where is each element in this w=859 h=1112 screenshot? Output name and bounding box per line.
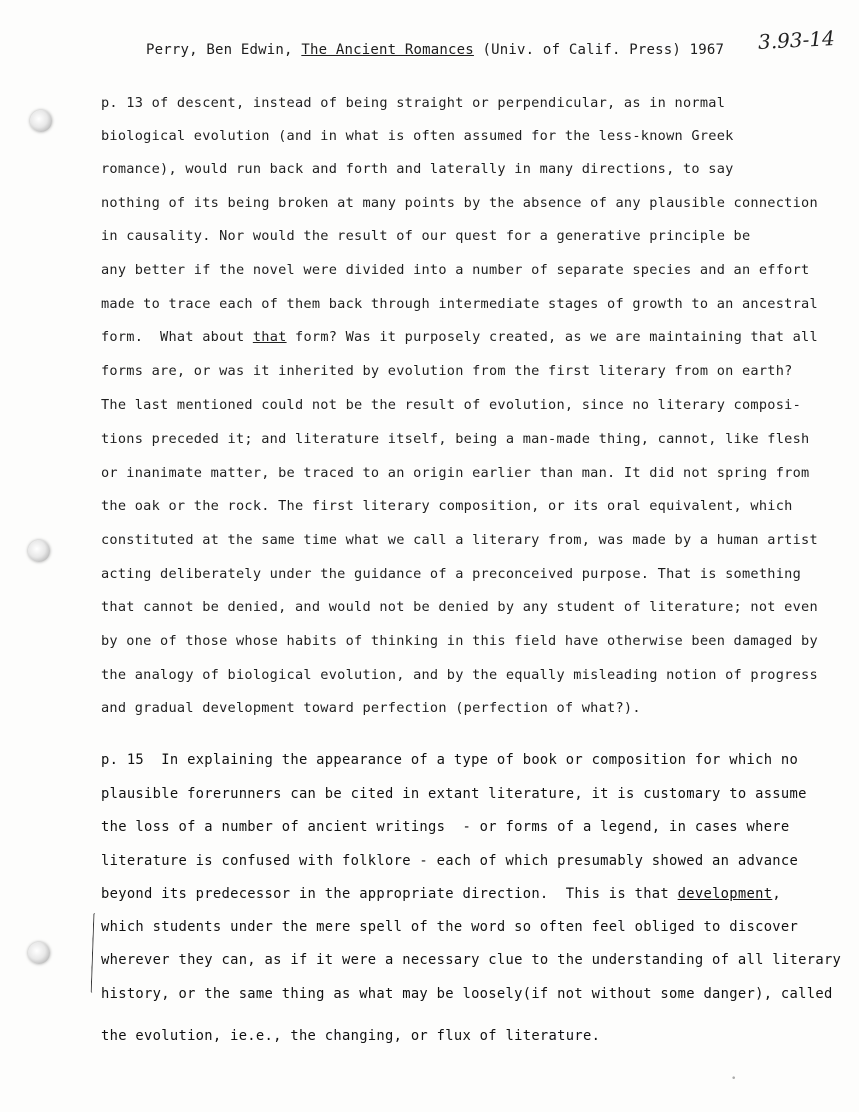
text-line: The last mentioned could not be the result of evolution, since no literary composi- xyxy=(101,397,802,413)
text-line: tions preceded it; and literature itself, being a man-made thing, cannot, like flesh xyxy=(101,431,810,447)
text-line: nothing of its being broken at many points by the absence of any plausible connection xyxy=(101,195,818,211)
text-line: p. 15 In explaining the appearance of a type of book or composition for which no xyxy=(101,752,799,768)
text-line: which students under the mere spell of the word so often feel obliged to discover xyxy=(101,919,799,935)
punch-hole-bottom xyxy=(28,942,50,964)
text-line: literature is confused with folklore - each of which presumably showed an advance xyxy=(101,853,799,869)
text-line: plausible forerunners can be cited in extant literature, it is customary to assume xyxy=(101,786,807,802)
text-line: or inanimate matter, be traced to an origin earlier than man. It did not spring from xyxy=(101,465,810,481)
text-line: the oak or the rock. The first literary composition, or its oral equivalent, which xyxy=(101,498,793,514)
text-line: history, or the same thing as what may be loosely(if not without some danger), called xyxy=(101,986,833,1002)
text-line: the analogy of biological evolution, and by the equally misleading notion of progress xyxy=(101,667,818,683)
text-line: wherever they can, as if it were a necessary clue to the understanding of all literary xyxy=(101,952,842,968)
paper-speck: • xyxy=(731,1074,737,1084)
text-line: acting deliberately under the guidance of a preconceived purpose. That is something xyxy=(101,566,802,582)
punch-hole-middle xyxy=(28,540,50,562)
text-line: the loss of a number of ancient writings - or forms of a legend, in cases where xyxy=(101,819,790,835)
handwritten-number: 3.93-14 xyxy=(757,26,836,54)
text-line: romance), would run back and forth and laterally in many directions, to say xyxy=(101,161,734,177)
punch-hole-top xyxy=(30,110,52,132)
citation-prefix: Perry, Ben Edwin, xyxy=(146,42,302,58)
text-line: constituted at the same time what we call a literary from, was made by a human artist xyxy=(101,532,818,548)
text-line: form. What about that form? Was it purposely created, as we are maintaining that all xyxy=(101,329,818,345)
text-line: by one of those whose habits of thinking in this field have otherwise been damaged by xyxy=(101,633,818,649)
text-line: that cannot be denied, and would not be denied by any student of literature; not even xyxy=(101,599,818,615)
text-line: and gradual development toward perfection (perfection of what?). xyxy=(101,700,641,716)
text-line: p. 13 of descent, instead of being straight or perpendicular, as in normal xyxy=(101,95,726,111)
text-line: any better if the novel were divided into a number of separate species and an effort xyxy=(101,262,810,278)
citation-header xyxy=(146,42,724,58)
text-line: in causality. Nor would the result of our quest for a generative principle be xyxy=(101,228,751,244)
text-line: beyond its predecessor in the appropriate direction. This is that development, xyxy=(101,886,781,902)
text-line: made to trace each of them back through intermediate stages of growth to an ancestral xyxy=(101,296,818,312)
margin-bracket xyxy=(91,913,101,993)
text-line: biological evolution (and in what is often assumed for the less-known Greek xyxy=(101,128,734,144)
citation-suffix: (Univ. of Calif. Press) 1967 xyxy=(473,42,725,58)
text-line: the evolution, ie.e., the changing, or flux of literature. xyxy=(101,1028,601,1044)
text-line: forms are, or was it inherited by evolution from the first literary from on earth? xyxy=(101,363,793,379)
book-title: The Ancient Romances xyxy=(301,42,474,58)
